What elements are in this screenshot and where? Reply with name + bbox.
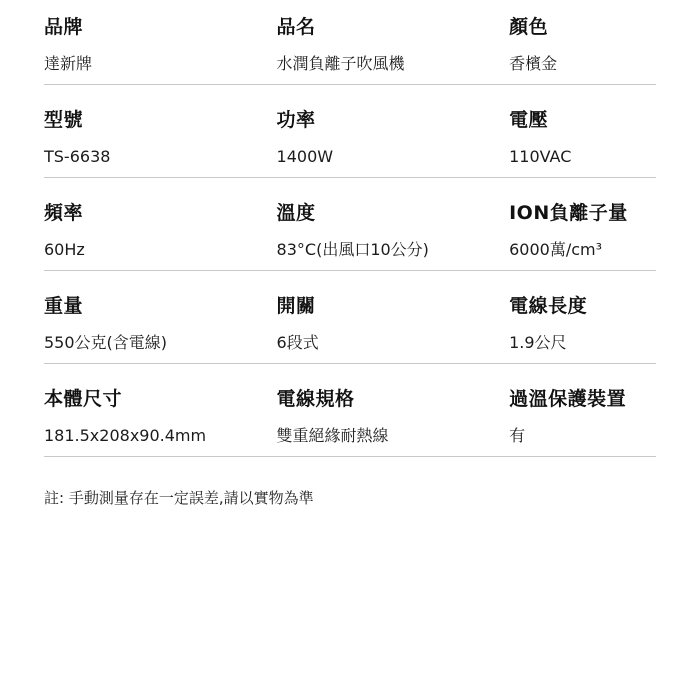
spec-label-row: [44, 386, 656, 425]
spec-value: 雙重絕緣耐熱線: [276, 425, 389, 445]
spec-label: 型號: [44, 108, 84, 131]
spec-block: [44, 14, 656, 85]
spec-value: 110VAC: [509, 146, 572, 166]
spec-label: 開關: [276, 294, 316, 317]
spec-value-row: [44, 239, 656, 270]
spec-label-row: [44, 14, 656, 53]
spec-value: 6000萬/cm³: [509, 239, 603, 259]
spec-value: 香檳金: [509, 53, 558, 73]
row-divider: [44, 456, 656, 457]
spec-block: [44, 386, 656, 457]
spec-label: 電線規格: [276, 387, 355, 410]
spec-label: 品牌: [44, 16, 84, 38]
spec-value: 達新牌: [44, 53, 93, 73]
row-divider: [44, 177, 656, 178]
spec-label-row: [44, 200, 656, 239]
spec-label-row: [44, 293, 656, 332]
spec-value: 6段式: [276, 332, 319, 352]
spec-label: 本體尺寸: [44, 387, 123, 410]
spec-value-row: [44, 425, 656, 456]
spec-label: 顏色: [509, 16, 549, 38]
spec-value: 83°C(出風口10公分): [276, 239, 429, 259]
spec-value-row: [44, 332, 656, 363]
spec-value: TS-6638: [44, 146, 111, 166]
spec-label: 溫度: [276, 201, 316, 224]
spec-label: 功率: [276, 108, 316, 131]
row-divider: [44, 84, 656, 85]
spec-value: 水潤負離子吹風機: [276, 53, 405, 73]
footnote: 註: 手動測量存在一定誤差,請以實物為準: [44, 488, 314, 507]
spec-label: 頻率: [44, 201, 84, 224]
spec-value-row: [44, 53, 656, 84]
spec-label: 重量: [44, 294, 84, 317]
spec-label: ION負離子量: [509, 201, 628, 224]
spec-value: 1400W: [276, 146, 334, 166]
spec-label-row: [44, 107, 656, 146]
spec-value: 60Hz: [44, 239, 85, 259]
row-divider: [44, 363, 656, 364]
spec-label: 品名: [276, 16, 316, 38]
spec-value: 181.5x208x90.4mm: [44, 425, 207, 445]
spec-label: 電壓: [509, 108, 549, 131]
row-divider: [44, 270, 656, 271]
spec-value: 550公克(含電線): [44, 332, 168, 352]
spec-block: [44, 200, 656, 271]
spec-label: 過溫保護裝置: [509, 387, 627, 410]
spec-block: [44, 293, 656, 364]
spec-value-row: [44, 146, 656, 177]
spec-value: 1.9公尺: [509, 332, 567, 352]
spec-value: 有: [509, 425, 526, 445]
spec-block: [44, 107, 656, 178]
spec-label: 電線長度: [509, 294, 588, 317]
